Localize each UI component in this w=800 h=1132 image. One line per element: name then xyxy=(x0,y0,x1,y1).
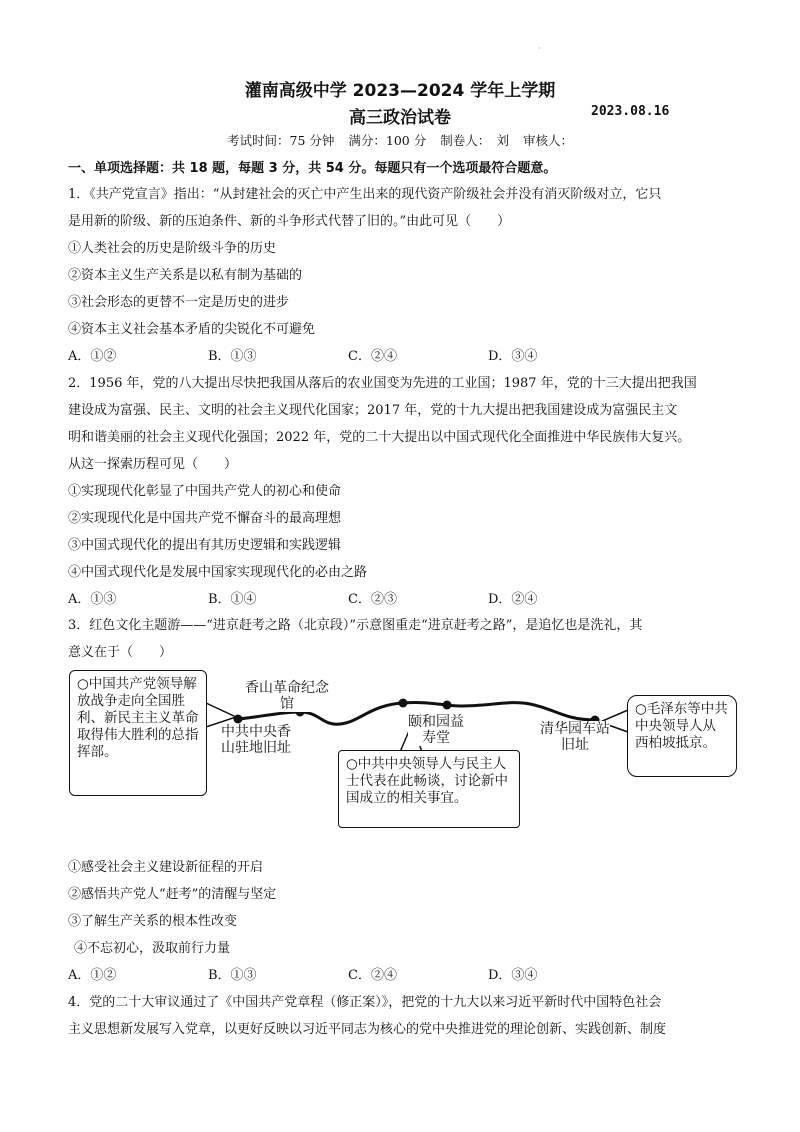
exam-subtitle: 高三政治试卷 xyxy=(349,108,451,128)
maker: 制卷人： 刘 xyxy=(440,133,509,148)
q2-option-c: C．②③ xyxy=(348,592,397,607)
route-diagram xyxy=(60,660,740,835)
section-heading: 一、单项选择题：共 18 题，每题 3 分，共 54 分。每题只有一个选项最符合题意。 xyxy=(68,161,557,176)
q2-option-a: A．①③ xyxy=(68,592,117,607)
q3-option-c: C．②④ xyxy=(348,968,397,983)
q2-option-d: D．②④ xyxy=(488,592,538,607)
q1-stem-line: 是用新的阶级、新的压迫条件、新的斗争形式代替了旧的。”由此可见（ ） xyxy=(68,214,511,229)
scan-mark: · xyxy=(538,44,541,53)
full-score: 满分：100 分 xyxy=(348,133,427,148)
q1-option-a: A．①② xyxy=(68,349,117,364)
q1-option-d: D．③④ xyxy=(488,349,538,364)
stop-label-xiangshan-residence: 中共中央香山驻地旧址 xyxy=(221,724,291,756)
q1-option-b: B．①③ xyxy=(208,349,257,364)
q2-stem-line: 建设成为富强、民主、文明的社会主义现代化国家；2017 年，党的十九大提出把我国建设成为富强民主文 xyxy=(68,403,678,418)
q1-stem-line: 1．《共产党宣言》指出：“从封建社会的灭亡中产生出来的现代资产阶级社会并没有消灭阶级对立，它只 xyxy=(68,187,662,202)
q2-item: ③中国式现代化的提出有其历史逻辑和实践逻辑 xyxy=(68,538,342,553)
q1-item: ①人类社会的历史是阶级斗争的历史 xyxy=(68,241,277,256)
callout-right: ○毛泽东等中共中央领导人从西柏坡抵京。 xyxy=(627,695,737,777)
stop-label-xiangshan-museum: 香山革命纪念馆 xyxy=(245,680,329,712)
stop-dot xyxy=(234,715,243,724)
q3-option-d: D．③④ xyxy=(488,968,538,983)
q3-option-b: B．①③ xyxy=(208,968,257,983)
q2-item: ①实现现代化彰显了中国共产党人的初心和使命 xyxy=(68,484,342,499)
q3-item: ②感悟共产党人“赶考”的清醒与坚定 xyxy=(68,887,277,902)
q2-stem-line: 从这一探索历程可见（ ） xyxy=(68,457,238,472)
q3-option-a: A．①② xyxy=(68,968,117,983)
q3-stem-line: 3．红色文化主题游——“进京赶考之路（北京段）”示意图重走“进京赶考之路”，是追忆也是洗礼，其 xyxy=(68,618,643,633)
q3-item: ④不忘初心，汲取前行力量 xyxy=(74,941,231,956)
q1-item: ③社会形态的更替不一定是历史的进步 xyxy=(68,295,290,310)
q3-item: ①感受社会主义建设新征程的开启 xyxy=(68,860,264,875)
exam-title: 灌南高级中学 2023—2024 学年上学期 xyxy=(244,81,556,101)
q3-stem-line: 意义在于（ ） xyxy=(68,645,173,660)
q1-item: ④资本主义社会基本矛盾的尖锐化不可避免 xyxy=(68,322,316,337)
exam-time: 考试时间：75 分钟 xyxy=(227,133,335,148)
q4-stem-line: 4．党的二十大审议通过了《中国共产党章程（修正案）》，把党的十九大以来习近平新时代中国特色社会 xyxy=(68,995,662,1010)
q3-item: ③了解生产关系的根本性改变 xyxy=(68,914,238,929)
stop-label-qinghuayuan-station: 清华园车站旧址 xyxy=(540,721,610,753)
reviewer: 审核人： xyxy=(522,133,573,148)
callout-left: ○中国共产党领导解放战争走向全国胜利、新民主主义革命取得伟大胜利的总指挥部。 xyxy=(69,670,207,796)
stop-label-yiheyuan: 颐和园益寿堂 xyxy=(408,714,464,746)
exam-date: 2023.08.16 xyxy=(591,104,670,119)
q1-item: ②资本主义生产关系是以私有制为基础的 xyxy=(68,268,303,283)
stop-dot xyxy=(443,701,452,710)
q2-option-b: B．①④ xyxy=(208,592,257,607)
q2-item: ②实现现代化是中国共产党不懈奋斗的最高理想 xyxy=(68,511,342,526)
q1-option-c: C．②④ xyxy=(348,349,397,364)
q2-stem-line: 明和谐美丽的社会主义现代化强国；2022 年，党的二十大提出以中国式现代化全面推进中华民族伟大复兴。 xyxy=(68,430,691,445)
stop-dot xyxy=(399,699,408,708)
callout-middle: ○中共中央领导人与民主人士代表在此畅谈，讨论新中国成立的相关事宜。 xyxy=(338,750,520,828)
q4-stem-line: 主义思想新发展写入党章，以更好反映以习近平同志为核心的党中央推进党的理论创新、实践创新、制度 xyxy=(68,1022,667,1037)
q2-stem-line: 2．1956 年，党的八大提出尽快把我国从落后的农业国变为先进的工业国；1987 年，党的十三大提出把我国 xyxy=(68,376,697,391)
exam-info xyxy=(0,131,800,149)
q2-item: ④中国式现代化是发展中国家实现现代化的必由之路 xyxy=(68,565,368,580)
